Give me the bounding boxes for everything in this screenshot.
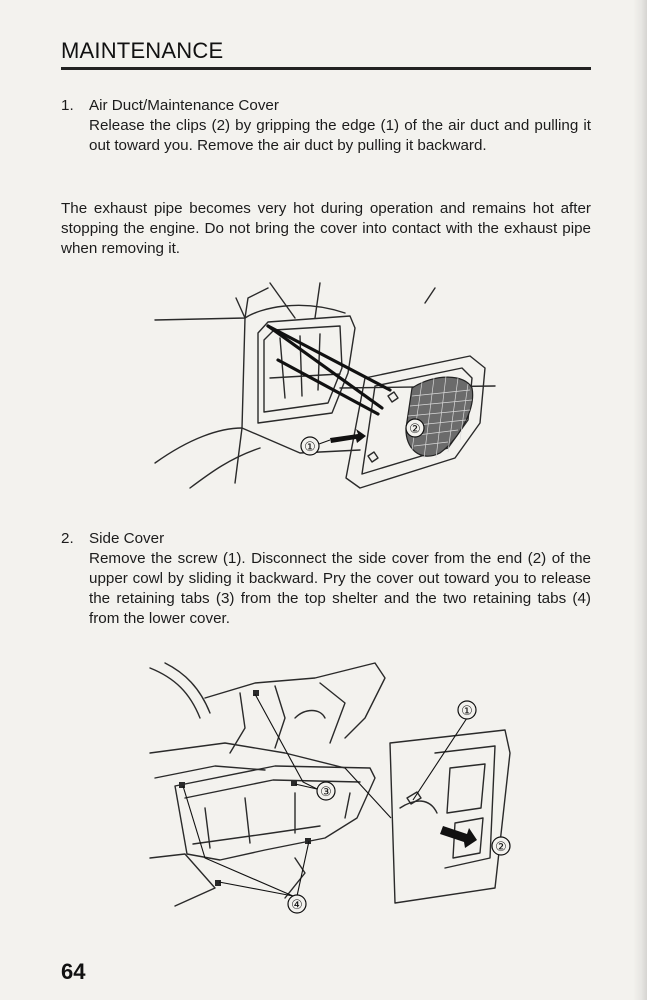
- callout-2-label: ②: [495, 839, 507, 854]
- step-2: [61, 529, 591, 629]
- callout-3: [317, 782, 335, 800]
- callout-2-label: ②: [409, 421, 421, 436]
- callout-2: [492, 837, 510, 855]
- step-text: Remove the screw (1). Disconnect the side cover from the end (2) of the upper cowl by sliding it backward. Pry the cover out toward you to release the retaining tabs (3) from the top shelter and the two retaining tabs (4) from the lower cover.: [89, 550, 591, 627]
- pull-arrow: [330, 429, 366, 443]
- step-heading: Side Cover: [89, 530, 165, 547]
- step-heading: Air Duct/Maintenance Cover: [89, 97, 279, 114]
- header-rule: [61, 67, 591, 70]
- step-text: Release the clips (2) by gripping the edge (1) of the air duct and pulling it out toward you. Remove the air duct by pulling it backward.: [89, 117, 591, 154]
- page-edge-shadow: [633, 0, 647, 1000]
- section-title: MAINTENANCE: [61, 38, 224, 63]
- air-duct-figure: [150, 278, 510, 500]
- step-number: 1.: [61, 97, 74, 114]
- callout-4-label: ④: [291, 897, 303, 912]
- callout-1-label: ①: [461, 703, 473, 718]
- step-number: 2.: [61, 530, 74, 547]
- exhaust-warning: The exhaust pipe becomes very hot during operation and remains hot after stopping the engine. Do not bring the cover into contact with the exhaust pipe when removing it.: [61, 200, 591, 257]
- slide-arrow: [440, 826, 477, 848]
- step-1: [61, 96, 591, 156]
- callout-1-label: ①: [304, 439, 316, 454]
- side-cover-figure: [145, 658, 525, 920]
- cover-grille: [406, 376, 473, 458]
- callout-3-label: ③: [320, 784, 332, 799]
- callout-4: [288, 895, 306, 913]
- callout-1: [458, 701, 476, 719]
- page-number: 64: [61, 959, 86, 984]
- callout-2: [406, 419, 424, 437]
